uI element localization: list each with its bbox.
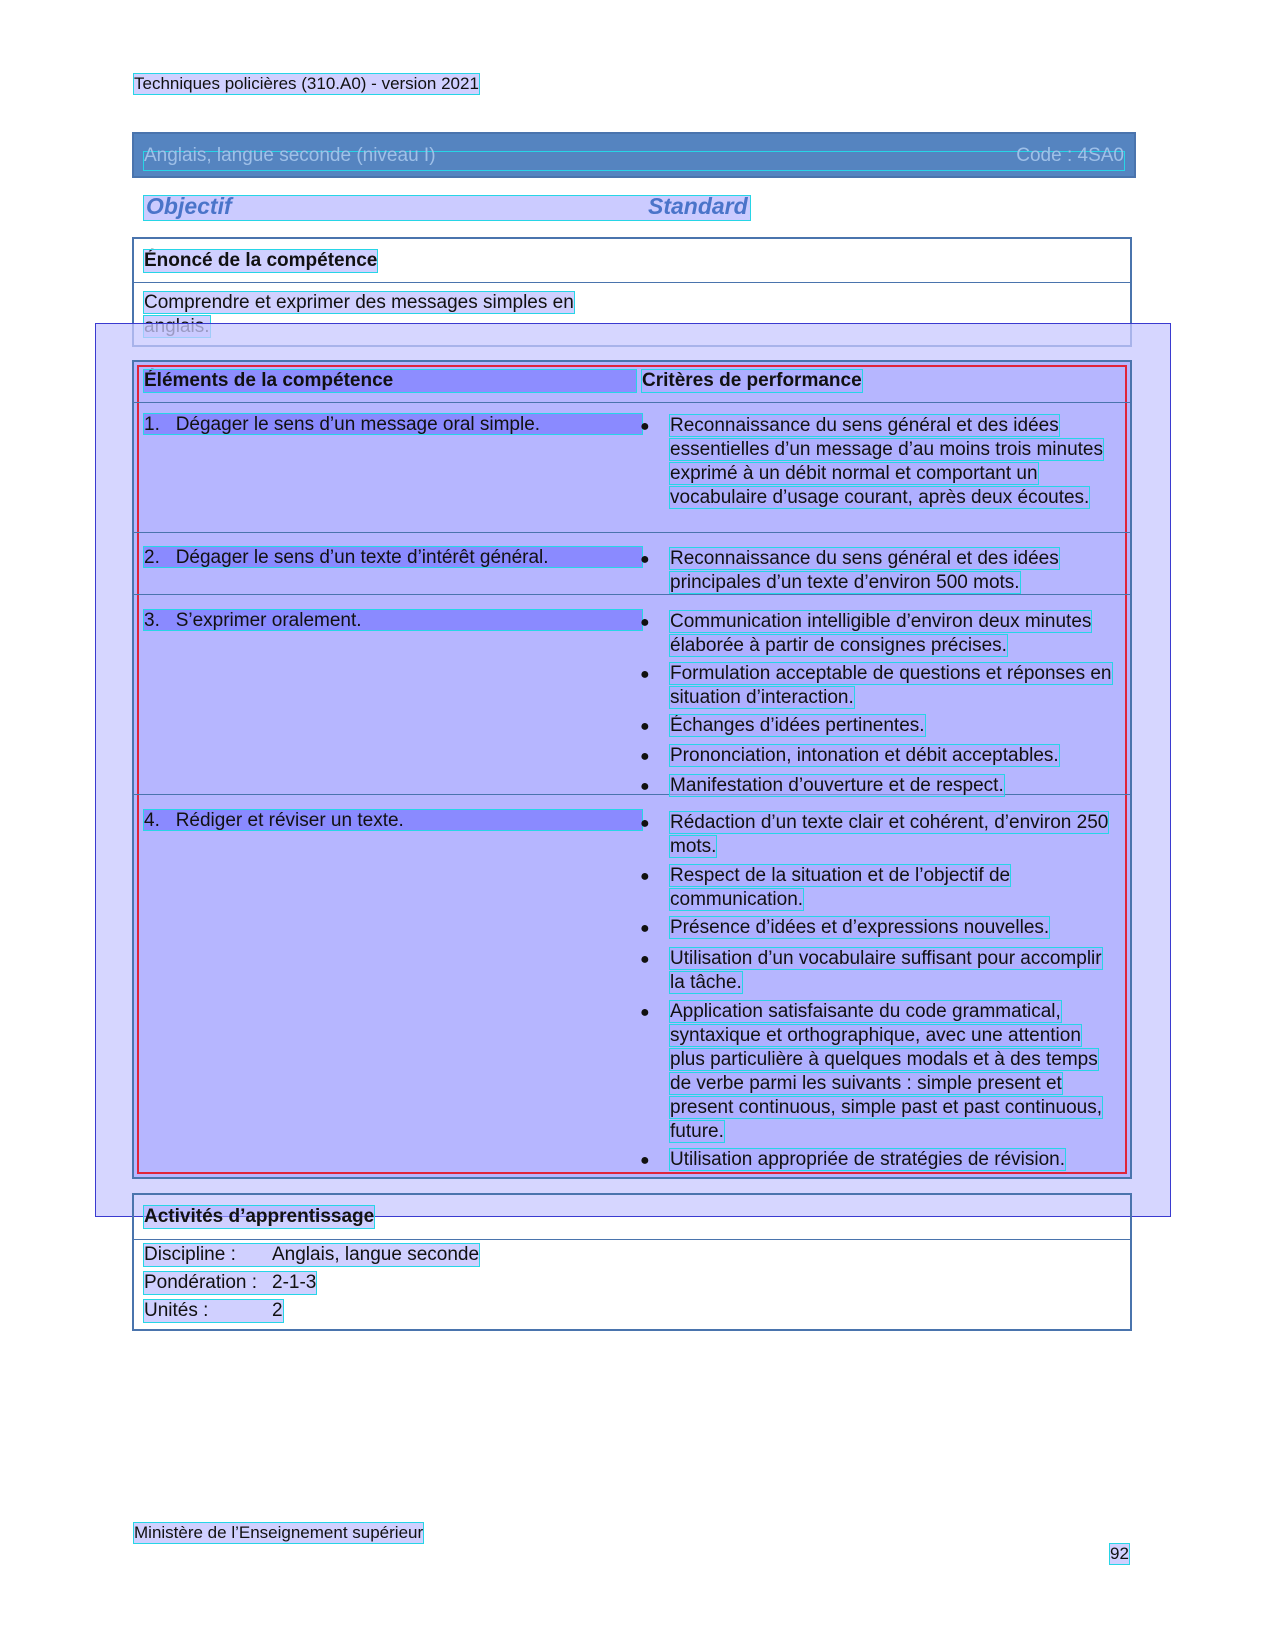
element-text: Dégager le sens d’un texte d’intérêt général. <box>175 547 549 568</box>
course-title: Anglais, langue seconde (niveau I) <box>144 145 436 166</box>
criterion-4-2: Respect de la situation et de l’objectif de communication. <box>670 865 1011 910</box>
bullet-icon: ● <box>640 1004 650 1021</box>
element-text: Rédiger et réviser un texte. <box>175 810 404 831</box>
element-row-3 <box>144 610 362 632</box>
criterion-4-6: Utilisation appropriée de stratégies de révision. <box>670 1149 1065 1170</box>
element-row-1 <box>144 414 540 436</box>
criterion-3-3: Échanges d’idées pertinentes. <box>670 715 925 736</box>
bullet-icon: ● <box>640 418 650 435</box>
criterion-3-2: Formulation acceptable de questions et réponses en situation d’interaction. <box>670 663 1112 708</box>
objectif-label: Objectif <box>146 193 232 219</box>
criterion-1-1: Reconnaissance du sens général et des idées essentielles d’un message d’au moins trois minutes exprimé à un débit normal et comportant un vocabulaire d’usage courant, après deux écoutes. <box>670 415 1103 508</box>
criterion-4-1: Rédaction d’un texte clair et cohérent, d’environ 250 mots. <box>670 812 1109 857</box>
criterion-4-4: Utilisation d’un vocabulaire suffisant pour accomplir la tâche. <box>670 948 1102 993</box>
criterion-4-5: Application satisfaisante du code grammatical, syntaxique et orthographique, avec une attention plus particulière à quelques modals et à des temps de verbe parmi les suivants : simple present et present continuous, simple past et past continuous, future. <box>670 1001 1102 1142</box>
bullet-icon: ● <box>640 920 650 937</box>
element-number: 1. <box>144 414 160 435</box>
bullet-icon: ● <box>640 951 650 968</box>
ponderation-value: 2-1-3 <box>272 1272 317 1293</box>
bullet-icon: ● <box>640 666 650 683</box>
element-number: 4. <box>144 810 160 831</box>
element-text: Dégager le sens d’un message oral simple. <box>175 414 541 435</box>
discipline-label: Discipline : <box>144 1244 236 1265</box>
unites-value: 2 <box>272 1300 283 1321</box>
element-number: 2. <box>144 547 160 568</box>
col-criteres-header: Critères de performance <box>642 370 862 391</box>
enonce-heading: Énoncé de la compétence <box>144 250 378 271</box>
course-code: Code : 4SA0 <box>1016 145 1124 166</box>
course-title-bar <box>132 132 1136 178</box>
bullet-icon: ● <box>640 1152 650 1169</box>
bullet-icon: ● <box>640 748 650 765</box>
element-row-2 <box>144 547 549 569</box>
discipline-line <box>144 1244 479 1266</box>
unites-line <box>144 1300 283 1322</box>
standard-label: Standard <box>648 193 748 219</box>
page-number: 92 <box>1110 1544 1129 1563</box>
bullet-icon: ● <box>640 778 650 795</box>
ponderation-line <box>144 1272 316 1294</box>
unites-label: Unités : <box>144 1300 209 1321</box>
bullet-icon: ● <box>640 718 650 735</box>
discipline-value: Anglais, langue seconde <box>272 1244 480 1265</box>
footer-ministry: Ministère de l’Enseignement supérieur <box>134 1523 424 1542</box>
bullet-icon: ● <box>640 551 650 568</box>
activites-heading: Activités d’apprentissage <box>144 1206 375 1227</box>
criterion-2-1: Reconnaissance du sens général et des idées principales d’un texte d’environ 500 mots. <box>670 548 1059 593</box>
element-text: S’exprimer oralement. <box>175 610 362 631</box>
element-number: 3. <box>144 610 160 631</box>
document-header: Techniques policières (310.A0) - version 2021 <box>134 74 479 93</box>
col-elements-header: Éléments de la compétence <box>144 370 636 392</box>
ponderation-label: Pondération : <box>144 1272 258 1293</box>
criterion-3-1: Communication intelligible d’environ deux minutes élaborée à partir de consignes précises. <box>670 611 1092 656</box>
criterion-3-4: Prononciation, intonation et débit acceptables. <box>670 745 1059 766</box>
bullet-icon: ● <box>640 614 650 631</box>
criterion-4-3: Présence d’idées et d’expressions nouvelles. <box>670 917 1050 938</box>
bullet-icon: ● <box>640 868 650 885</box>
enonce-text-content: Comprendre et exprimer des messages simples en <box>144 292 574 337</box>
criterion-3-5: Manifestation d’ouverture et de respect. <box>670 775 1004 796</box>
bullet-icon: ● <box>640 815 650 832</box>
element-row-4 <box>144 810 404 832</box>
